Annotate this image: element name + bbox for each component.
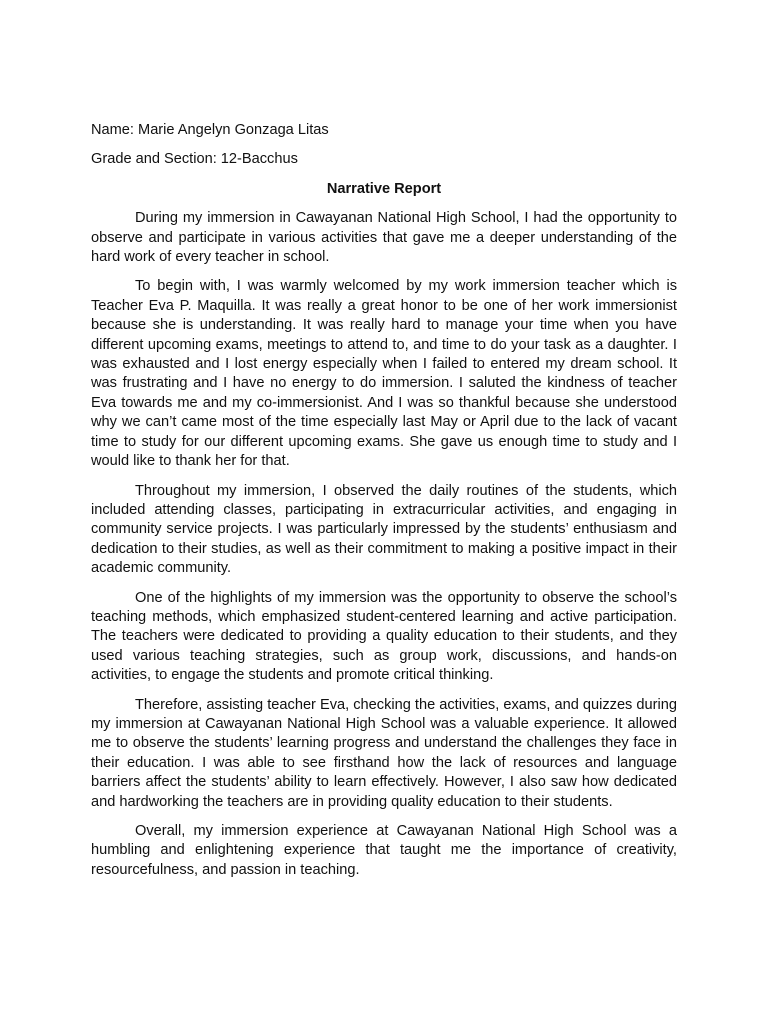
paragraph-conclusion: Overall, my immersion experience at Cawayanan National High School was a humbling and enlightening experience that taught me the importance of creativity, resourcefulness, and passion in teaching. [91, 823, 677, 878]
paragraph-highlights: One of the highlights of my immersion was the opportunity to observe the school’s teaching methods, which emphasized student-centered learning and active participation. The teachers were dedicated to providing a quality education to their students, and they used various teaching strategies, such as group work, discussions, and hands-on activities, to engage the students and promote critical thinking. [91, 589, 677, 684]
paragraph-welcome: To begin with, I was warmly welcomed by my work immersion teacher which is Teacher Eva P. Maquilla. It was really a great honor to be one of her work immersionist because she is understanding. It was really hard to manage your time when you have different upcoming exams, meetings to attend to, and time to do your task as a daughter. I was exhausted and I lost energy especially when I failed to entered my dream school. It was frustrating and I have no energy to do immersion. I saluted the kindness of teacher Eva towards me and my co-immersionist. And I was so thankful because she understood why we can’t came most of the time especially last May or April due to the lack of vacant time to study for our different upcoming exams. She gave us enough time to study and I would like to thank her for that. [91, 278, 677, 470]
paragraph-assisting: Therefore, assisting teacher Eva, checking the activities, exams, and quizzes during my immersion at Cawayanan National High School was a valuable experience. It allowed me to observe the students’ learning progress and understand the challenges they face in their education. I was able to see firsthand how the lack of resources and language barriers affect the students’ ability to learn effectively. However, I also saw how dedicated and hardworking the teachers are in providing quality education to their students. [91, 696, 677, 810]
document-page [91, 121, 677, 890]
paragraph-intro: During my immersion in Cawayanan National High School, I had the opportunity to observe and participate in various activities that gave me a deeper understanding of the hard work of every teacher in school. [91, 210, 677, 266]
paragraph-routines: Throughout my immersion, I observed the daily routines of the students, which included attending classes, participating in extracurricular activities, and engaging in community service projects. I was particularly impressed by the students’ enthusiasm and dedication to their studies, as well as their commitment to making a positive impact in their academic community. [91, 482, 677, 577]
student-name: Name: Marie Angelyn Gonzaga Litas [91, 122, 329, 138]
grade-and-section: Grade and Section: 12-Bacchus [91, 151, 298, 168]
document-title: Narrative Report [326, 180, 442, 197]
